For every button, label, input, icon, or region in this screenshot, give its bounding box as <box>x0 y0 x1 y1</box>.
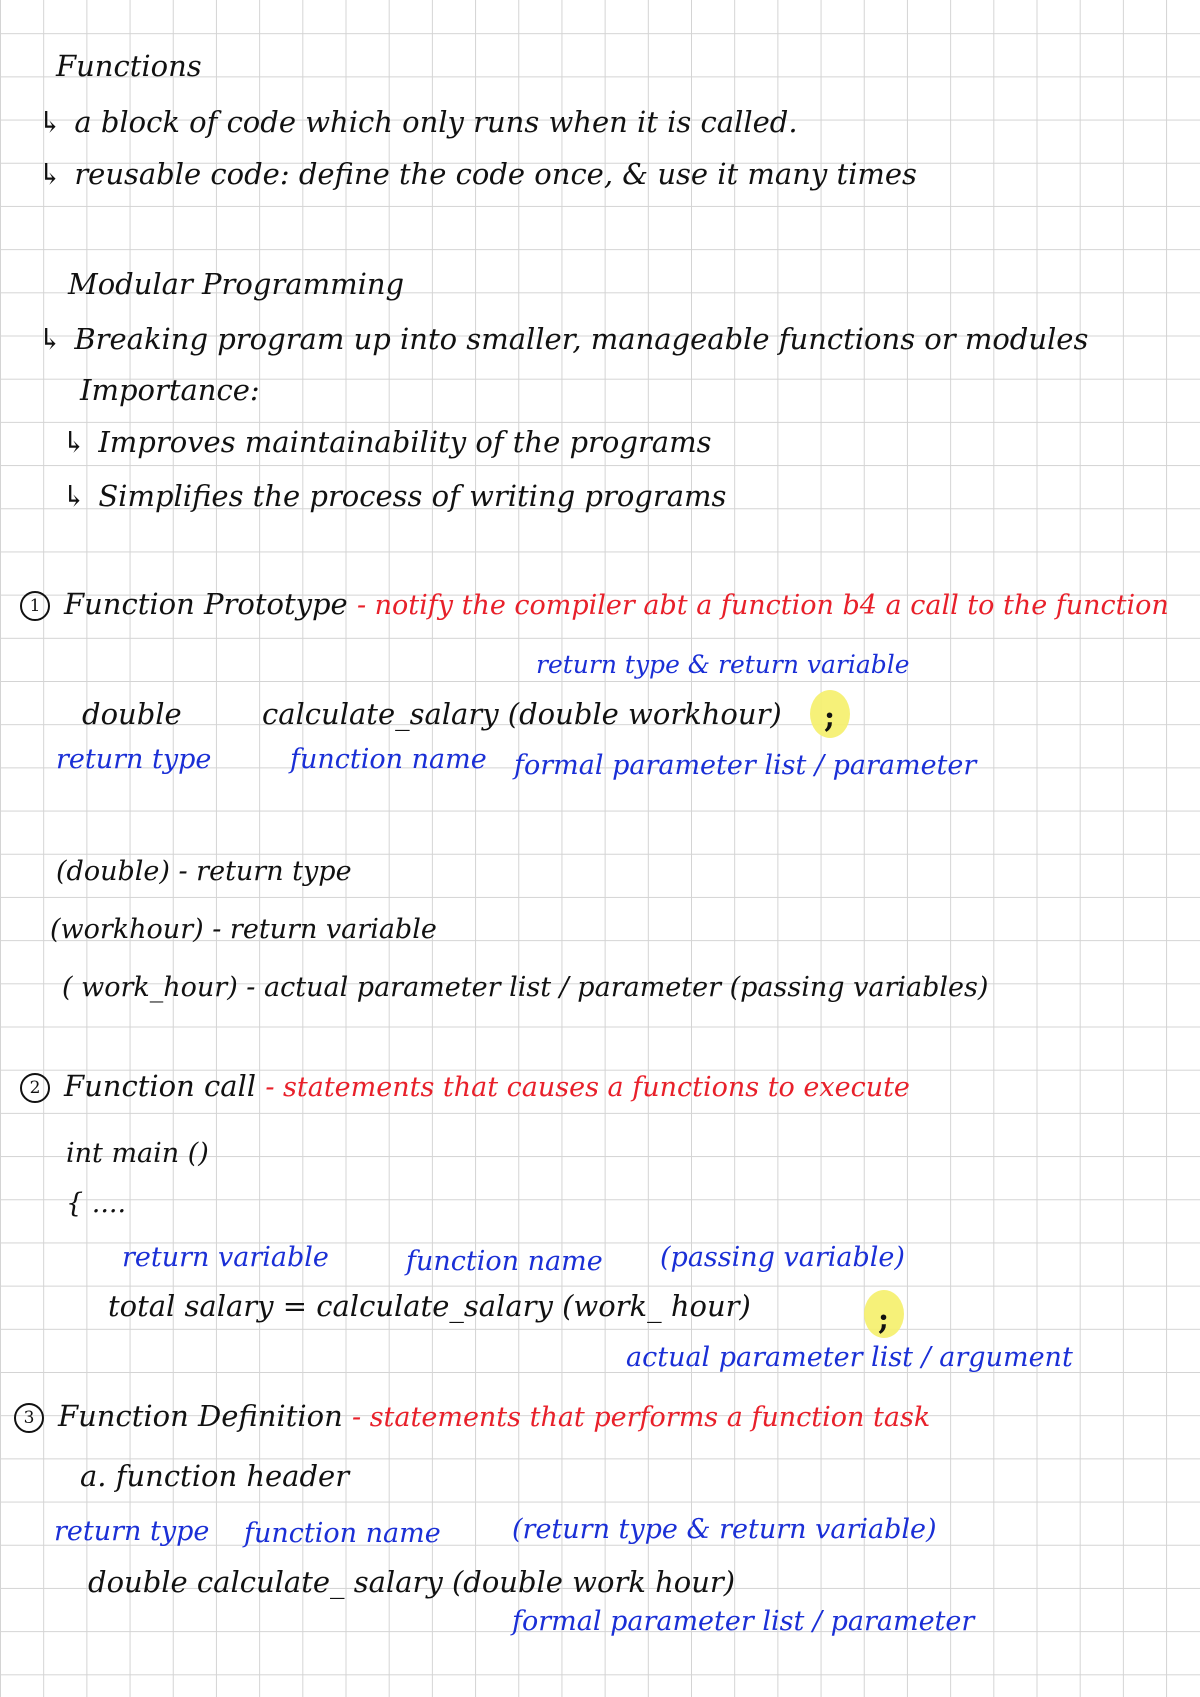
section-number: 2 <box>20 1073 50 1103</box>
bullet-text: a block of code which only runs when it is called. <box>74 105 798 139</box>
section-description: - statements that causes a functions to execute <box>265 1072 910 1103</box>
section-prototype-heading <box>20 587 1169 621</box>
code-brace: { .... <box>66 1188 127 1219</box>
title-functions: Functions <box>56 49 202 83</box>
section-call-heading <box>20 1069 910 1103</box>
semicolon: ; <box>878 1302 890 1337</box>
code-return-type: double <box>82 697 182 731</box>
bullet-text: Breaking program up into smaller, manageable functions or modules <box>74 322 1089 356</box>
arrow-icon: ↳ <box>38 105 63 139</box>
section-title: Function Prototype <box>64 587 348 621</box>
label-return-type: return type <box>54 1516 210 1547</box>
note-return-type-variable: return type & return variable <box>536 650 910 679</box>
label-function-name: function name <box>406 1246 603 1277</box>
label-return-type-variable: (return type & return variable) <box>512 1514 937 1545</box>
arrow-icon: ↳ <box>38 157 63 191</box>
section-number: 3 <box>14 1403 44 1433</box>
bullet-text: Simplifies the process of writing programs <box>98 479 727 513</box>
label-actual-parameter: actual parameter list / argument <box>626 1342 1073 1373</box>
section-definition-heading <box>14 1399 931 1433</box>
section-description: - statements that performs a function task <box>352 1402 931 1433</box>
label-function-name: function name <box>290 744 487 775</box>
label-return-variable: return variable <box>122 1242 329 1273</box>
code-function-definition: double calculate_ salary (double work hour) <box>88 1565 736 1599</box>
bullet-simplifies <box>62 479 727 513</box>
section-title: Function Definition <box>58 1399 343 1433</box>
section-number: 1 <box>20 591 50 621</box>
bullet-breaking-program <box>38 322 1089 356</box>
code-function-call: total salary = calculate_salary (work_ hour) <box>108 1289 751 1323</box>
arrow-icon: ↳ <box>38 322 63 356</box>
label-function-name: function name <box>244 1518 441 1549</box>
note-workhour: (workhour) - return variable <box>50 914 437 945</box>
label-formal-parameter: formal parameter list / parameter <box>514 750 977 781</box>
section-title: Function call <box>64 1069 257 1103</box>
code-int-main: int main () <box>66 1138 209 1169</box>
label-return-type: return type <box>56 744 212 775</box>
note-double: (double) - return type <box>56 856 352 887</box>
bullet-block-of-code <box>38 105 798 139</box>
arrow-icon: ↳ <box>62 425 87 459</box>
bullet-text: Improves maintainability of the programs <box>98 425 712 459</box>
code-prototype: calculate_salary (double workhour) <box>262 697 782 731</box>
label-passing-variable: (passing variable) <box>660 1242 905 1273</box>
label-formal-parameter: formal parameter list / parameter <box>512 1606 975 1637</box>
section-description: - notify the compiler abt a function b4 a call to the function <box>356 590 1169 621</box>
bullet-text: reusable code: define the code once, & use it many times <box>74 157 917 191</box>
arrow-icon: ↳ <box>62 479 87 513</box>
function-header-label: a. function header <box>80 1459 350 1493</box>
importance-label: Importance: <box>80 373 260 407</box>
note-work-hour: ( work_hour) - actual parameter list / parameter (passing variables) <box>62 972 989 1003</box>
bullet-reusable <box>38 157 917 191</box>
title-modular-programming: Modular Programming <box>68 267 405 301</box>
semicolon: ; <box>824 700 836 735</box>
bullet-maintainability <box>62 425 712 459</box>
